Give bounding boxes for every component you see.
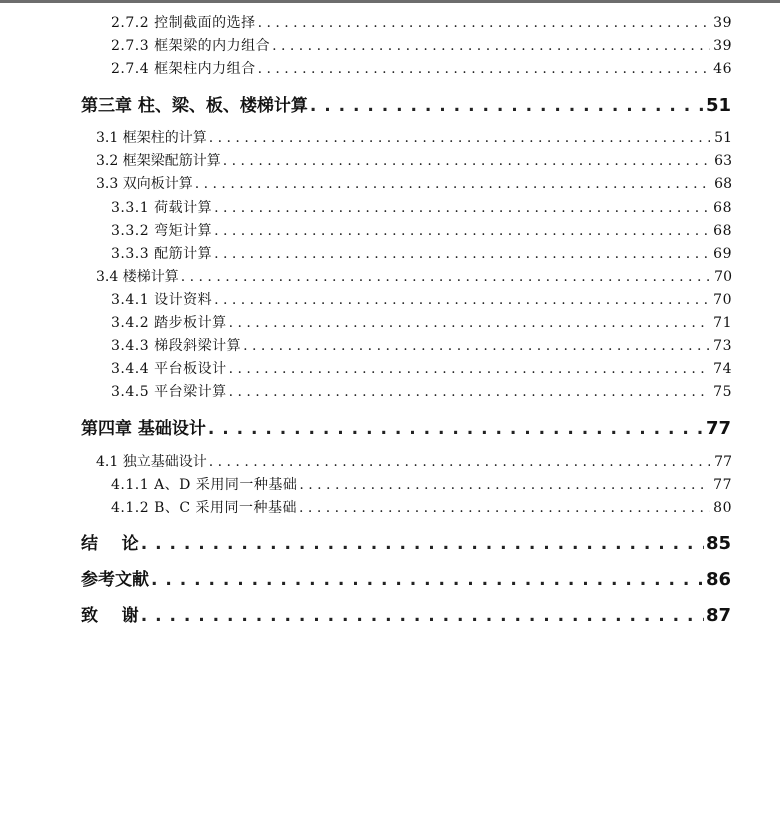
toc-chapter[interactable] (81, 565, 731, 589)
toc-entry-title: 3.3.3 配筋计算 (111, 246, 213, 262)
toc-entry[interactable] (111, 197, 732, 217)
toc-dot-leader (209, 130, 710, 146)
toc-entry-page: 46 (713, 61, 732, 77)
toc-section-page: 51 (714, 130, 732, 146)
toc-entry-title: 2.7.3 框架梁的内力组合 (111, 38, 271, 54)
toc-entry-page: 80 (713, 500, 732, 516)
toc-section-page: 63 (714, 153, 732, 169)
toc-entry[interactable] (111, 335, 732, 355)
toc-chapter-title: 参考文献 (81, 570, 149, 590)
toc-dot-leader (243, 338, 710, 354)
toc-section[interactable] (96, 266, 732, 286)
toc-entry-page: 68 (713, 223, 732, 239)
toc-dot-leader (209, 454, 710, 470)
toc-entry-title: 3.4.1 设计资料 (111, 292, 213, 308)
toc-dot-leader (229, 384, 710, 400)
toc-chapter-page: 51 (705, 95, 731, 116)
toc-dot-leader (208, 419, 704, 439)
toc-entry-page: 69 (713, 246, 732, 262)
toc-section[interactable] (96, 127, 732, 147)
toc-section-title: 3.3 双向板计算 (96, 176, 193, 192)
toc-section-title: 3.1 框架柱的计算 (96, 130, 207, 146)
toc-dot-leader (214, 200, 710, 216)
toc-chapter-title: 结 论 (81, 534, 139, 554)
toc-entry[interactable] (111, 381, 732, 401)
toc-dot-leader (214, 223, 710, 239)
toc-entry-page: 77 (713, 477, 732, 493)
toc-dot-leader (141, 534, 704, 554)
toc-dot-leader (195, 176, 710, 192)
toc-chapter[interactable] (81, 529, 731, 553)
toc-entry[interactable] (111, 12, 732, 32)
toc-dot-leader (299, 500, 710, 516)
toc-dot-leader (229, 315, 710, 331)
toc-dot-leader (214, 292, 710, 308)
toc-chapter[interactable] (81, 601, 731, 625)
toc-entry-title: 3.3.1 荷载计算 (111, 200, 213, 216)
toc-entry[interactable] (111, 474, 732, 494)
toc-entry-page: 39 (713, 38, 732, 54)
toc-chapter-page: 77 (705, 418, 731, 439)
toc-section[interactable] (96, 451, 732, 471)
toc-entry[interactable] (111, 358, 732, 378)
toc-chapter[interactable] (81, 414, 731, 438)
toc-entry-title: 4.1.1 A、D 采用同一种基础 (111, 477, 298, 493)
toc-entry[interactable] (111, 289, 732, 309)
toc-entry-title: 3.4.3 梯段斜梁计算 (111, 338, 242, 354)
toc-dot-leader (214, 246, 710, 262)
toc-dot-leader (310, 96, 704, 116)
toc-dot-leader (272, 38, 710, 54)
toc-chapter-page: 85 (705, 533, 731, 554)
toc-entry-title: 3.3.2 弯矩计算 (111, 223, 213, 239)
toc-entry-page: 73 (713, 338, 732, 354)
toc-dot-leader (229, 361, 710, 377)
toc-dot-leader (181, 269, 710, 285)
toc-entry-page: 68 (713, 200, 732, 216)
toc-entry[interactable] (111, 243, 732, 263)
toc-chapter-page: 86 (705, 569, 731, 590)
toc-section-page: 68 (714, 176, 732, 192)
toc-section-title: 3.4 楼梯计算 (96, 269, 179, 285)
toc-entry-page: 39 (713, 15, 732, 31)
toc-entry-title: 2.7.2 控制截面的选择 (111, 15, 256, 31)
toc-entry-title: 2.7.4 框架柱内力组合 (111, 61, 256, 77)
toc-section[interactable] (96, 150, 732, 170)
toc-dot-leader (223, 153, 710, 169)
top-border (0, 0, 780, 3)
toc-section-title: 3.2 框架梁配筋计算 (96, 153, 221, 169)
toc-dot-leader (258, 15, 710, 31)
toc-chapter-title: 致 谢 (81, 606, 139, 626)
toc-entry[interactable] (111, 35, 732, 55)
toc-chapter[interactable] (81, 91, 731, 115)
toc-dot-leader (299, 477, 710, 493)
toc-section-page: 70 (714, 269, 732, 285)
toc-entry-title: 3.4.2 踏步板计算 (111, 315, 227, 331)
toc-entry-page: 74 (713, 361, 732, 377)
toc-entry-title: 3.4.4 平台板设计 (111, 361, 227, 377)
toc-chapter-title: 第四章 基础设计 (81, 419, 206, 439)
toc-dot-leader (151, 570, 704, 590)
toc-entry-page: 70 (713, 292, 732, 308)
toc-entry[interactable] (111, 312, 732, 332)
toc-dot-leader (141, 606, 704, 626)
toc-section[interactable] (96, 173, 732, 193)
toc-entry-title: 3.4.5 平台梁计算 (111, 384, 227, 400)
toc-entry[interactable] (111, 58, 732, 78)
toc-entry[interactable] (111, 497, 732, 517)
toc-entry-page: 75 (713, 384, 732, 400)
toc-entry[interactable] (111, 220, 732, 240)
toc-chapter-title: 第三章 柱、梁、板、楼梯计算 (81, 96, 308, 116)
toc-dot-leader (258, 61, 710, 77)
toc-section-title: 4.1 独立基础设计 (96, 454, 207, 470)
toc-chapter-page: 87 (705, 605, 731, 626)
toc-entry-page: 71 (713, 315, 732, 331)
toc-entry-title: 4.1.2 B、C 采用同一种基础 (111, 500, 298, 516)
toc-section-page: 77 (714, 454, 732, 470)
